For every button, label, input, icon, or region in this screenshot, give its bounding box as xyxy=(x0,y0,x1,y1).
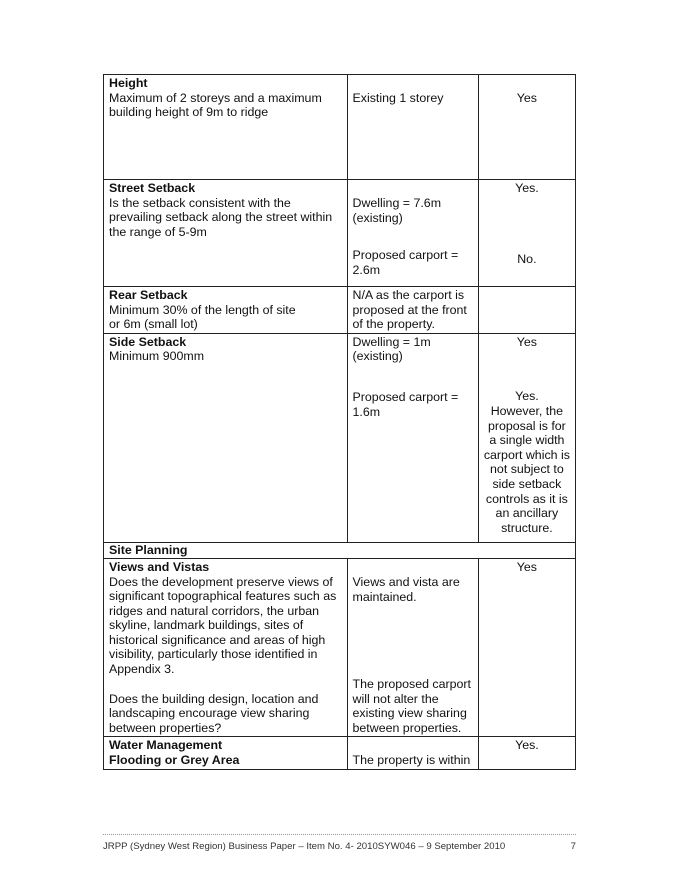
row-heading: Side Setback xyxy=(109,334,187,349)
requirement-text: Is the setback consistent with the prevailing setback along the street within the range of 5-9m xyxy=(109,195,333,239)
footer-text: JRPP (Sydney West Region) Business Paper – Item No. 4- 2010SYW046 – 9 September 2010 xyxy=(103,841,506,852)
requirement-cell xyxy=(104,333,348,543)
table-row-water xyxy=(104,737,576,770)
proposal-cell xyxy=(347,180,478,287)
table-row-views xyxy=(104,558,576,737)
complies-text: Yes. xyxy=(515,738,539,753)
proposal-cell xyxy=(347,737,478,770)
complies-cell xyxy=(478,558,575,737)
row-subheading: Flooding or Grey Area xyxy=(109,753,240,768)
requirement-cell xyxy=(104,287,348,334)
proposal-text: The property is within xyxy=(352,753,471,768)
requirement-text: Maximum of 2 storeys and a maximum building height of 9m to ridge xyxy=(109,90,322,120)
table-row-site-planning xyxy=(104,543,576,559)
proposal-cell xyxy=(347,75,478,180)
requirement-cell xyxy=(104,180,348,287)
requirement-text: Minimum 900mm xyxy=(109,349,205,364)
complies-text: Yes. However, the proposal is for a single width carport which is not subject to side setback controls as it is an ancillary structure. xyxy=(483,389,570,535)
controls-table xyxy=(103,74,576,770)
row-heading: Height xyxy=(109,76,148,90)
complies-text: Yes xyxy=(516,334,537,349)
page-footer xyxy=(103,834,576,855)
row-heading: Rear Setback xyxy=(109,288,188,302)
complies-cell xyxy=(478,75,575,180)
requirement-cell xyxy=(104,737,348,770)
table-row-side-setback xyxy=(104,333,576,543)
proposal-text: Proposed carport = 1.6m xyxy=(352,389,459,419)
complies-text: No. xyxy=(517,251,537,266)
requirement-text: or 6m (small lot) xyxy=(109,317,198,332)
proposal-text: Dwelling = 7.6m (existing) xyxy=(352,196,442,225)
proposal-cell xyxy=(347,287,478,334)
proposal-text: Views and vista are maintained. xyxy=(352,574,460,604)
complies-cell xyxy=(478,737,575,770)
requirement-text: Does the development preserve views of significant topographical features such as ridges and natural corridors, the urban skyline, landmark buildings, sites of historical significance and areas of high visibility, particularly those identified in Appendix 3. xyxy=(109,574,337,677)
requirement-cell xyxy=(104,75,348,180)
requirement-cell xyxy=(104,558,348,737)
section-heading-cell xyxy=(104,543,576,559)
page-number: 7 xyxy=(570,841,576,852)
complies-cell xyxy=(478,333,575,543)
table-row-height xyxy=(104,75,576,180)
proposal-text: Dwelling = 1m (existing) xyxy=(352,334,431,364)
proposal-text: Proposed carport = 2.6m xyxy=(352,248,459,277)
proposal-cell xyxy=(347,333,478,543)
complies-cell xyxy=(478,180,575,287)
complies-cell xyxy=(478,287,575,334)
requirement-text: Minimum 30% of the length of site xyxy=(109,302,296,317)
proposal-text: N/A as the carport is proposed at the front of the property. xyxy=(352,288,467,332)
section-heading: Site Planning xyxy=(109,543,188,558)
proposal-text: Existing 1 storey xyxy=(352,91,444,105)
proposal-cell xyxy=(347,558,478,737)
requirement-text: Does the building design, location and landscaping encourage view sharing between properties? xyxy=(109,691,319,735)
table-row-rear-setback xyxy=(104,287,576,334)
row-heading: Water Management xyxy=(109,738,223,753)
row-heading: Views and Vistas xyxy=(109,559,210,574)
complies-text: Yes xyxy=(516,559,537,574)
row-heading: Street Setback xyxy=(109,181,196,195)
table-row-street-setback xyxy=(104,180,576,287)
proposal-text: The proposed carport will not alter the existing view sharing between properties. xyxy=(352,677,471,735)
complies-text: Yes. xyxy=(515,181,539,195)
complies-text: Yes xyxy=(516,91,537,105)
